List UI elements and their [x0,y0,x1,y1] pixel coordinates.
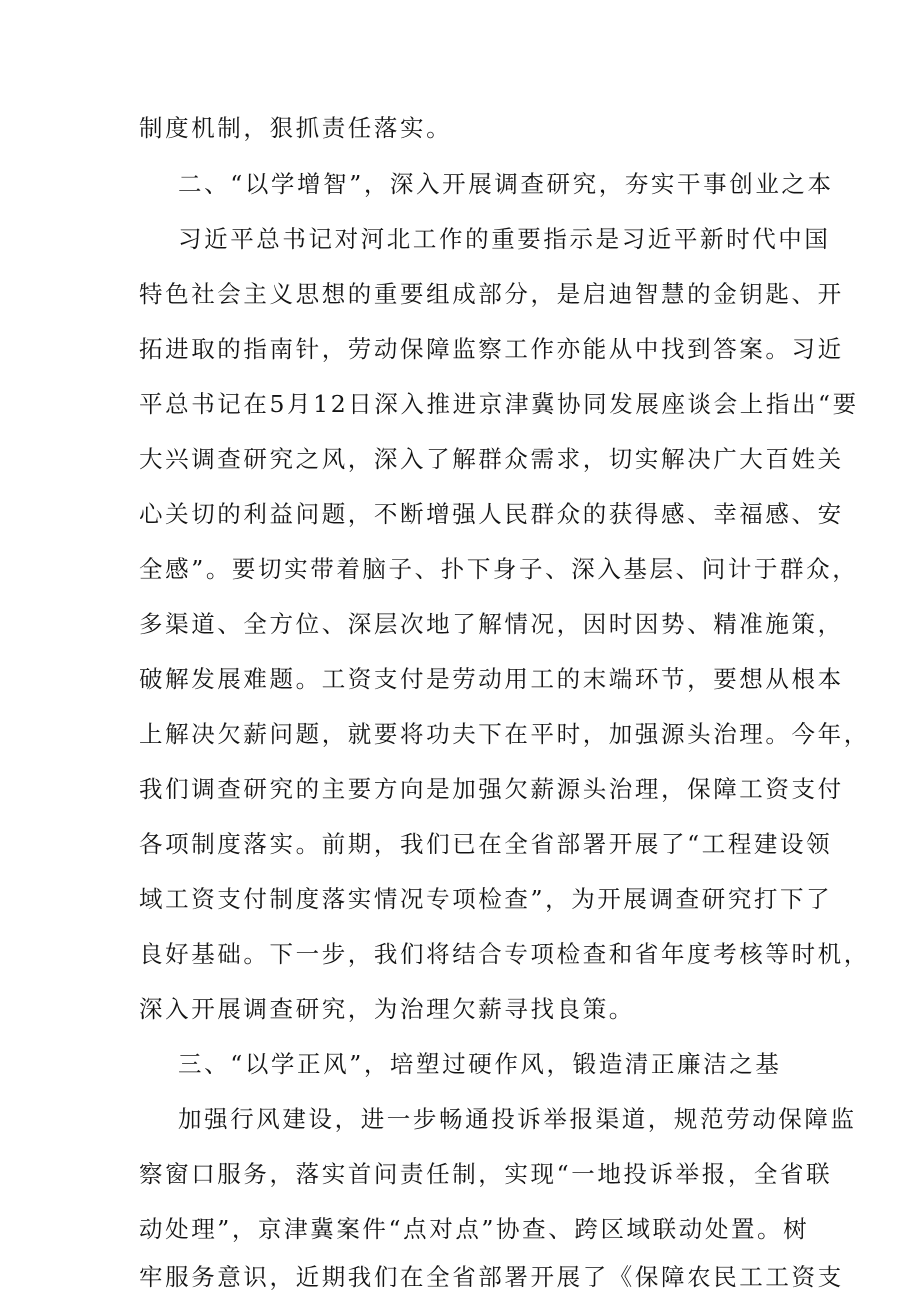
paragraph-line: 习近平总书记对河北工作的重要指示是习近平新时代中国 [178,225,831,253]
paragraph-line: 心关切的利益问题，不断增强人民群众的获得感、幸福感、安 [139,500,844,528]
paragraph-line: 多渠道、全方位、深层次地了解情况，因时因势、精准施策， [139,610,844,638]
paragraph-line: 各项制度落实。前期，我们已在全省部署开展了“工程建设领 [139,830,833,858]
paragraph-line: 拓进取的指南针，劳动保障监察工作亦能从中找到答案。习近 [139,335,844,363]
paragraph-line: 上解决欠薪问题，就要将功夫下在平时，加强源头治理。今年， [139,720,870,748]
paragraph-line: 良好基础。下一步，我们将结合专项检查和省年度考核等时机， [139,940,870,968]
paragraph-line: 破解发展难题。工资支付是劳动用工的末端环节，要想从根本 [139,665,844,693]
paragraph-line: 牢服务意识，近期我们在全省部署开展了《保障农民工工资支 [139,1263,844,1291]
paragraph-line: 域工资支付制度落实情况专项检查”，为开展调查研究打下了 [139,885,833,913]
section-heading-2: 二、“以学增智”，深入开展调查研究，夯实干事创业之本 [178,170,834,198]
section-heading-3: 三、“以学正风”，培塑过硬作风，锻造清正廉洁之基 [178,1050,782,1078]
paragraph-line: 我们调查研究的主要方向是加强欠薪源头治理，保障工资支付 [139,775,844,803]
paragraph-line: 制度机制，狠抓责任落实。 [139,114,453,142]
paragraph-line: 察窗口服务，落实首问责任制，实现“一地投诉举报，全省联 [139,1160,833,1188]
paragraph-line: 深入开展调查研究，为治理欠薪寻找良策。 [139,995,635,1023]
paragraph-line: 特色社会主义思想的重要组成部分，是启迪智慧的金钥匙、开 [139,280,844,308]
paragraph-line: 全感”。要切实带着脑子、扑下身子、深入基层、问计于群众， [139,555,859,583]
paragraph-line: 加强行风建设，进一步畅通投诉举报渠道，规范劳动保障监 [178,1105,857,1133]
paragraph-line: 大兴调查研究之风，深入了解群众需求，切实解决广大百姓关 [139,445,844,473]
paragraph-line: 平总书记在5月12日深入推进京津冀协同发展座谈会上指出“要 [139,390,859,418]
paragraph-line: 动处理”，京津冀案件“点对点”协查、跨区域联动处置。树 [139,1215,810,1243]
